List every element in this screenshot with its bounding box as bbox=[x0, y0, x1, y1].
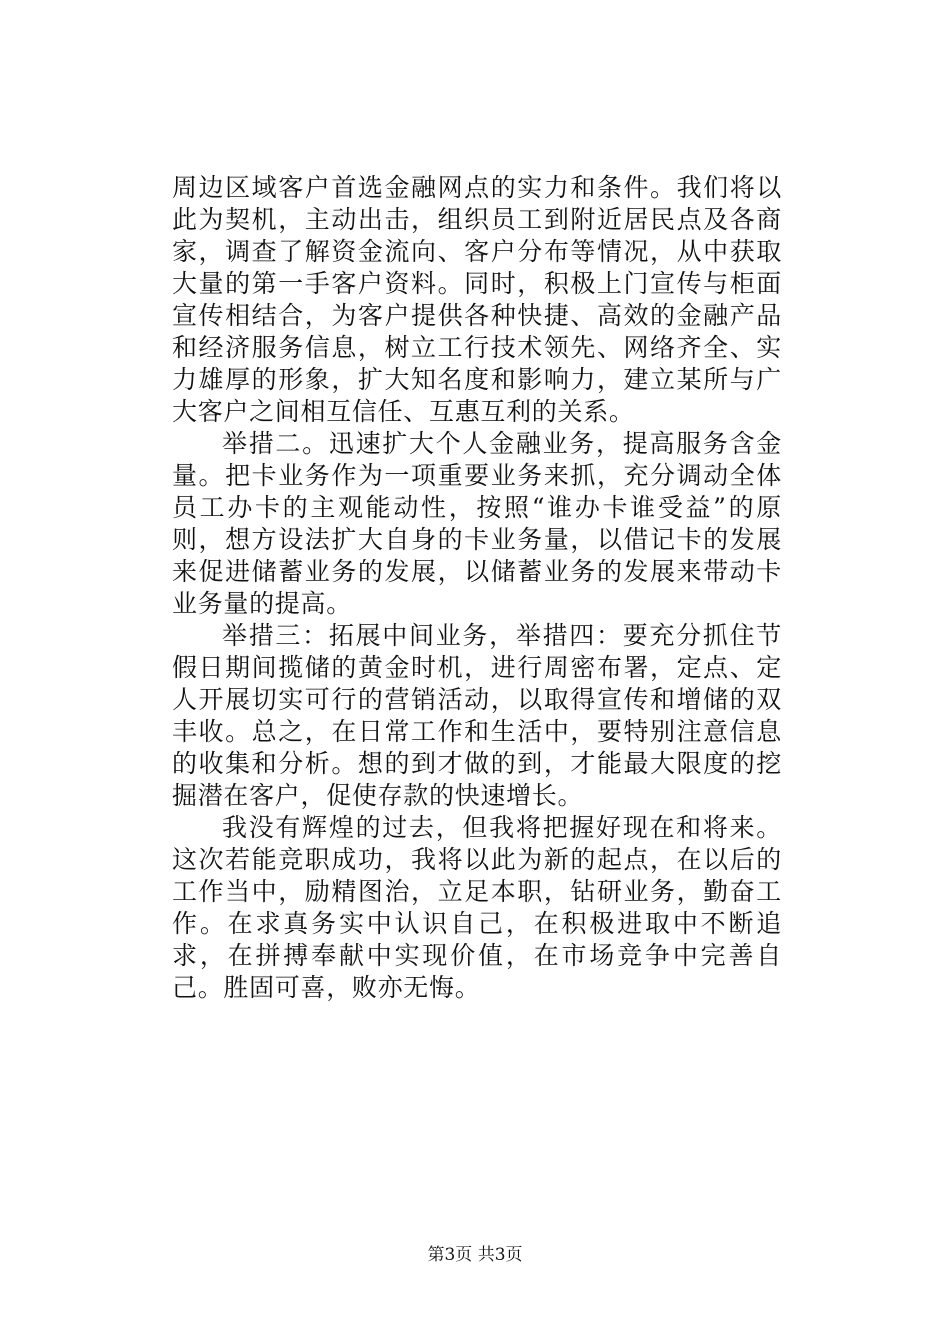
paragraph-continuation: 周边区域客户首选金融网点的实力和条件。我们将以此为契机，主动出击，组织员工到附近居民点及各商家，调查了解资金流向、客户分布等情况，从中获取大量的第一手客户资料。同时，积极上门宣传与柜面宣传相结合，为客户提供各种快捷、高效的金融产品和经济服务信息，树立工行技术领先、网络齐全、实力雄厚的形象，扩大知名度和影响力，建立某所与广大客户之间相互信任、互惠互利的关系。 bbox=[172, 173, 782, 426]
page-number-footer: 第3页 共3页 bbox=[427, 1245, 523, 1265]
document-body bbox=[172, 172, 782, 1004]
paragraph-measure-two: 举措二。迅速扩大个人金融业务，提高服务含金量。把卡业务作为一项重要业务来抓，充分调动全体员工办卡的主观能动性，按照“谁办卡谁受益”的原则，想方设法扩大自身的卡业务量，以借记卡的发展来促进储蓄业务的发展，以储蓄业务的发展来带动卡业务量的提高。 bbox=[172, 429, 782, 618]
paragraph-closing: 我没有辉煌的过去，但我将把握好现在和将来。这次若能竞职成功，我将以此为新的起点，在以后的工作当中，励精图治，立足本职，钻研业务，勤奋工作。在求真务实中认识自己，在积极进取中不断追求，在拼搏奉献中实现价值，在市场竞争中完善自己。胜固可喜，败亦无悔。 bbox=[172, 813, 782, 1002]
paragraph-measure-three-four: 举措三：拓展中间业务，举措四：要充分抓住节假日期间揽储的黄金时机，进行周密布署，定点、定人开展切实可行的营销活动，以取得宣传和增储的双丰收。总之，在日常工作和生活中，要特别注意信息的收集和分析。想的到才做的到，才能最大限度的挖掘潜在客户，促使存款的快速增长。 bbox=[172, 621, 782, 810]
